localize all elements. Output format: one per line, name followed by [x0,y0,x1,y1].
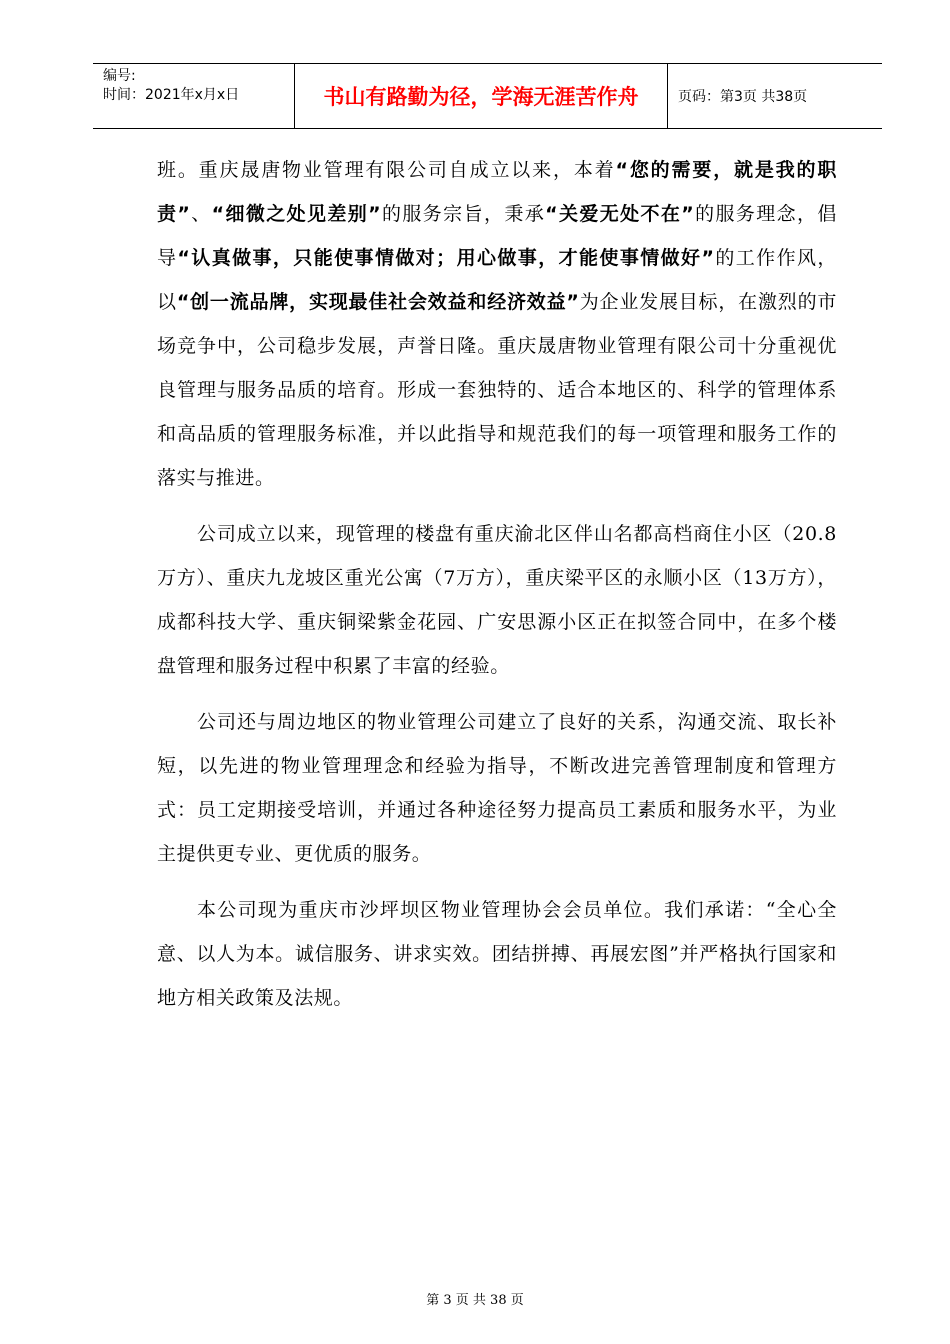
text-run: 的服务宗旨，秉承 [381,203,546,225]
text-run: 的工作作风，以 [157,247,837,313]
text-run: 、 [190,203,212,225]
header-meta-cell [93,64,295,128]
paragraph-managed-properties: 公司成立以来，现管理的楼盘有重庆渝北区伴山名都高档商住小区（20.8万方）、重庆九龙坡区重光公寓（7万方），重庆梁平区的永顺小区（13万方），成都科技大学、重庆铜梁紫金花园、广安思源小区正在拟签合同中，在多个楼盘管理和服务过程中积累了丰富的经验。 [157,523,837,677]
bold-slogan: “细微之处见差别” [211,203,382,225]
paragraph-commitment: 本公司现为重庆市沙坪坝区物业管理协会会员单位。我们承诺：“全心全意、以人为本。诚信服务、讲求实效。团结拼搏、再展宏图”并严格执行国家和地方相关政策及法规。 [157,899,837,1009]
header-page-number: 页码：第3页 共38页 [678,89,808,105]
bold-slogan: “创一流品牌，实现最佳社会效益和经济效益” [176,291,580,313]
document-time-label: 时间：2021年x月x日 [103,87,240,103]
bold-slogan: “关爱无处不在” [545,203,695,225]
document-number-label: 编号: [103,68,136,84]
text-run: 班。重庆晟唐物业管理有限公司自成立以来，本着 [157,159,616,181]
paragraph-cooperation: 公司还与周边地区的物业管理公司建立了良好的关系，沟通交流、取长补短，以先进的物业管理理念和经验为指导，不断改进完善管理制度和管理方式：员工定期接受培训，并通过各种途径努力提高员工素质和服务水平，为业主提供更专业、更优质的服务。 [157,711,837,865]
paragraph-company-intro [157,148,837,500]
header-motto: 书山有路勤为径，学海无涯苦作舟 [295,64,668,128]
text-run: 的服务理念，倡导 [157,203,838,269]
document-body [157,148,837,1032]
footer-page-number: 第 3 页 共 38 页 [426,1293,524,1308]
bold-slogan: “认真做事，只能使事情做对；用心做事，才能使事情做好” [177,247,715,269]
header-table [93,63,882,129]
bold-slogan: “您的需要，就是我的职责” [157,159,837,225]
text-run: 为企业发展目标，在激烈的市场竞争中，公司稳步发展，声誉日隆。重庆晟唐物业管理有限公司十分重视优良管理与服务品质的培育。形成一套独特的、适合本地区的、科学的管理体系和高品质的管理服务标准，并以此指导和规范我们的每一项管理和服务工作的落实与推进。 [157,291,837,489]
